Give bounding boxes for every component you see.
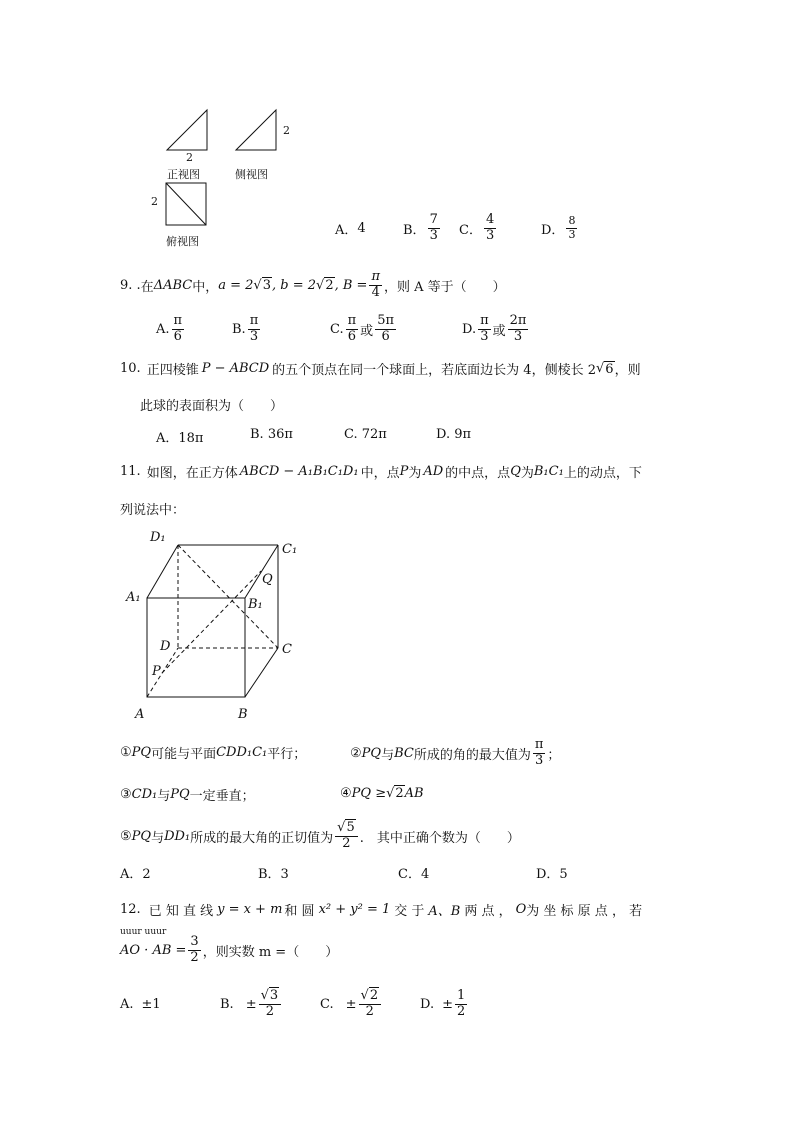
front-view-label: 正视图 <box>167 168 200 181</box>
frac-sqrt5-2: $\frac{√5}{2}$ <box>335 821 358 851</box>
frac-2pi-3: $\frac{2\pi}{3}$ <box>509 313 527 344</box>
edge-a1d1 <box>147 545 178 598</box>
q12-line1: 12. 已 知 直 线 y = x + m 和 圆 x² + y² = 1 交 于 A、B 两 点 ， O 为 坐 标 原 点 ， 若 <box>120 902 643 919</box>
segment-pq <box>162 571 261 673</box>
q9-option-c[interactable]: C. $\frac{\pi}{6}$ 或 $\frac{5\pi}{6}$ <box>330 313 395 344</box>
front-view-dim: 2 <box>186 151 193 164</box>
q10-option-c[interactable]: C. 72π <box>344 427 387 442</box>
q12-option-d[interactable]: D. ± $\frac{1}{2}$ <box>420 988 466 1019</box>
side-view-dim: 2 <box>283 124 290 137</box>
q8-option-d[interactable]: D． $\frac{8}{3}$ <box>541 214 576 241</box>
q11-line2: 列说法中： <box>120 503 186 518</box>
q9-options <box>156 312 530 346</box>
q11-option-a[interactable]: A．2 <box>120 867 151 882</box>
q12-option-b[interactable]: B. ± $\frac{√3}{2}$ <box>220 989 320 1019</box>
frac-4-3: $\frac{4}{3}$ <box>485 212 495 243</box>
q12-options <box>120 983 469 1025</box>
frac-pi-6-c: $\frac{\pi}{6}$ <box>347 313 357 344</box>
q12-option-c[interactable]: C. ± $\frac{√2}{2}$ <box>320 989 420 1019</box>
label-a1: A₁ <box>126 590 141 605</box>
q11-statement-1: ① PQ 可能与平面 CDD₁C₁ 平行； <box>120 745 307 762</box>
frac-1-2: $\frac{1}{2}$ <box>457 988 466 1019</box>
top-view-diagonal <box>166 183 206 225</box>
frac-pi-6: $\frac{\pi}{6}$ <box>173 313 183 344</box>
side-view-triangle <box>236 110 276 150</box>
cube-figure <box>125 528 315 728</box>
q11-statement-3: ③ CD₁ 与 PQ 一定垂直； <box>120 787 255 804</box>
cube-diagram <box>125 528 315 728</box>
q10-option-b[interactable]: B. 36π <box>250 427 293 442</box>
q10-line2: 此球的表面积为（ ） <box>140 399 284 414</box>
frac-pi-3-s2: $\frac{\pi}{3}$ <box>534 737 544 768</box>
q11-option-b[interactable]: B．3 <box>258 867 289 882</box>
segment-d1c <box>178 545 278 648</box>
frac-5pi-6: $\frac{5\pi}{6}$ <box>377 313 395 344</box>
label-b: B <box>238 707 248 722</box>
frac-sqrt2-2: $\frac{√2}{2}$ <box>359 989 382 1019</box>
q10-line1: 10. 正四棱锥 P − ABCD 的五个顶点在同一个球面上，若底面边长为 4，侧棱长 2 √ 6 ，则 <box>120 361 641 378</box>
label-c: C <box>282 642 292 657</box>
label-p: P <box>152 664 161 679</box>
q8-option-a[interactable]: A． 4 <box>335 220 366 238</box>
edge-bc <box>245 648 278 697</box>
q10-options <box>156 427 471 446</box>
q9-option-d[interactable]: D. $\frac{\pi}{3}$ 或 $\frac{2\pi}{3}$ <box>462 313 527 344</box>
q11-statement-2: ② PQ 与 BC 所成的角的最大值为 $\frac{\pi}{3}$ ； <box>350 737 561 768</box>
q11-options <box>120 863 568 882</box>
top-view-label: 俯视图 <box>166 235 199 248</box>
label-d1: D₁ <box>150 530 166 545</box>
side-view-label: 侧视图 <box>235 168 268 181</box>
q8-option-b[interactable]: B． $\frac{7}{3}$ <box>403 212 438 243</box>
label-a: A <box>135 707 145 722</box>
frac-pi-3: $\frac{\pi}{3}$ <box>249 313 259 344</box>
frac-pi-4: $\frac{\pi}{4}$ <box>371 269 380 300</box>
q11-option-c[interactable]: C．4 <box>398 867 430 882</box>
q11-line1: 11. 如图，在正方体 ABCD − A₁B₁C₁D₁ 中，点 P 为 AD 的中点，点 Q 为 B₁C₁ 上的动点，下 <box>120 464 642 481</box>
frac-pi-3-d: $\frac{\pi}{3}$ <box>480 313 489 344</box>
label-q: Q <box>262 572 273 587</box>
frac-3-2: $\frac{3}{2}$ <box>190 934 199 965</box>
q12-option-a[interactable]: A. ±1 <box>120 996 161 1012</box>
label-b1: B₁ <box>248 597 263 612</box>
top-view-dim: 2 <box>151 195 158 208</box>
frac-sqrt3-2: $\frac{√3}{2}$ <box>259 989 282 1019</box>
q9-option-b[interactable]: B. $\frac{\pi}{3}$ <box>232 313 259 344</box>
frac-7-3: $\frac{7}{3}$ <box>429 212 438 243</box>
q12-line2: AO · AB = $\frac{3}{2}$ ，则实数 m =（ ） <box>120 934 339 965</box>
q8-option-c[interactable]: C． $\frac{4}{3}$ <box>459 212 495 243</box>
q11-statement-4: ④ PQ ≥ √ 2 AB <box>340 785 424 801</box>
q9-option-a[interactable]: A. $\frac{\pi}{6}$ <box>156 313 183 344</box>
frac-8-3: $\frac{8}{3}$ <box>568 214 576 241</box>
q11-option-d[interactable]: D．5 <box>536 867 568 882</box>
q10-option-a[interactable]: A．18π <box>156 431 204 446</box>
label-c1: C₁ <box>282 542 298 557</box>
q10-option-d[interactable]: D. 9π <box>436 427 472 442</box>
vector-arrow-marks: uuur uuur <box>120 927 167 937</box>
q8-options <box>335 208 579 248</box>
q9-stem: 9. . 在 ΔABC 中， a = 2 √ 3 , b = 2 √ 2 , B = $\frac{\pi}{4}$ ，则 A 等于（ ） <box>120 269 506 300</box>
q11-statement-5: ⑤ PQ 与 DD₁ 所成的最大角的正切值为 $\frac{√5}{2}$ . 其中正确个数为（ ） <box>120 820 520 851</box>
front-view-triangle <box>167 110 207 150</box>
label-d: D <box>160 639 171 654</box>
